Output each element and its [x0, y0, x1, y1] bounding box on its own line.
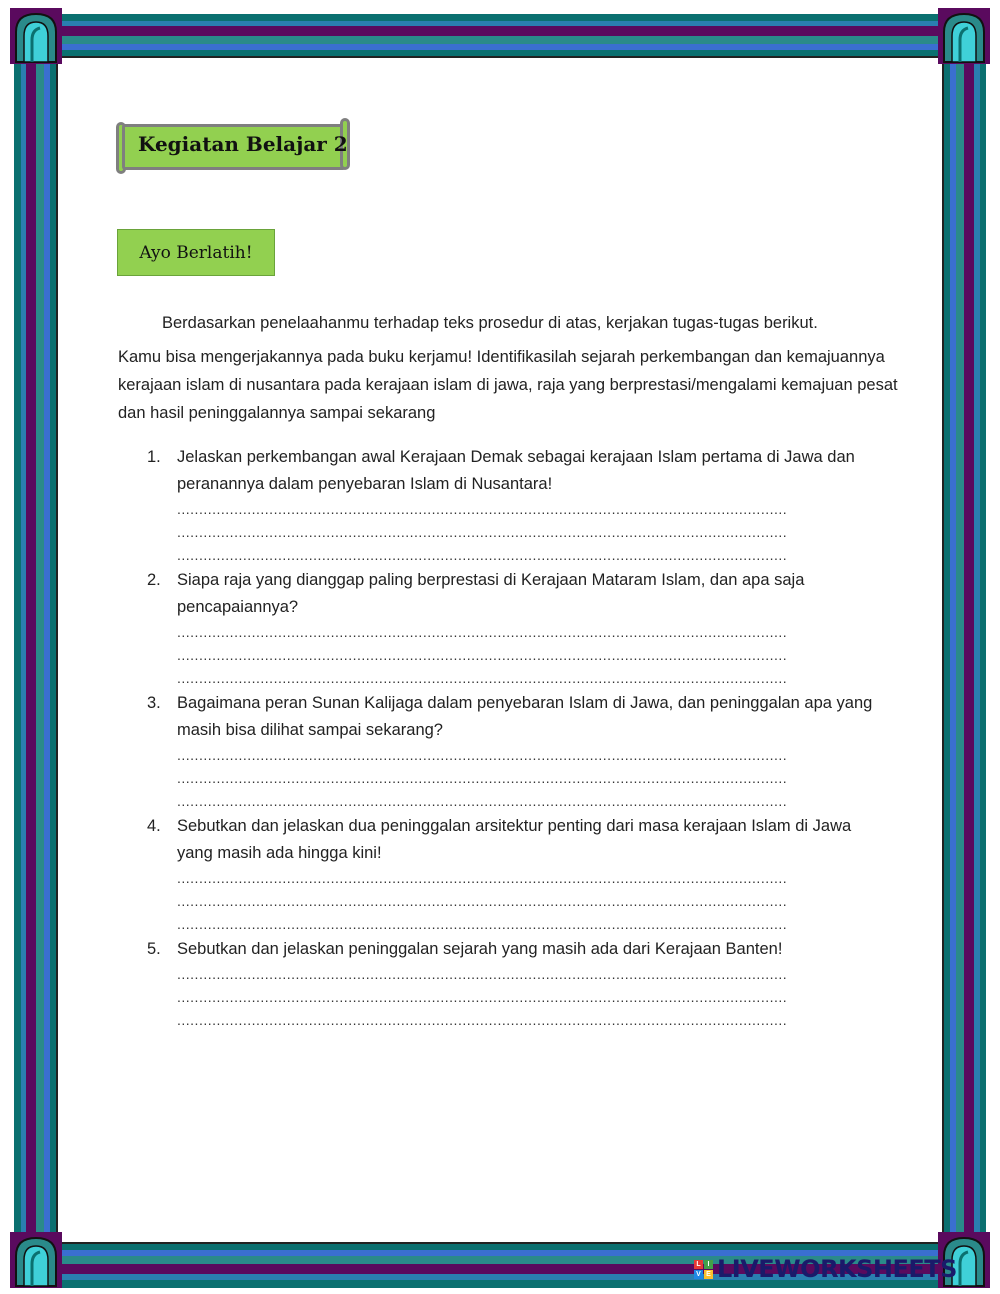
answer-line[interactable]: ........................................................................................................................................... — [177, 916, 788, 932]
liveworksheets-logo-icon: L I V E — [694, 1260, 713, 1279]
question-text: Jelaskan perkembangan awal Kerajaan Demak sebagai kerajaan Islam pertama di Jawa dan peranannya dalam penyebaran Islam di Nusantara! — [177, 448, 855, 493]
frame-corner-arch-icon — [10, 1232, 62, 1288]
answer-line[interactable]: ........................................................................................................................................... — [177, 547, 788, 563]
question-list — [147, 444, 887, 1032]
question-item — [147, 690, 887, 813]
answer-line[interactable]: ........................................................................................................................................... — [177, 793, 788, 809]
question-number: 5. — [147, 940, 161, 958]
question-number: 1. — [147, 448, 161, 466]
intro-paragraph-2: Kamu bisa mengerjakannya pada buku kerjamu! Identifikasilah sejarah perkembangan dan kemajuannya kerajaan islam di nusantara pada kerajaan islam di jawa, raja yang berprestasi/mengalami kemajuan pesat dan hasil peninggalannya sampai sekarang — [118, 348, 898, 422]
answer-line[interactable]: ........................................................................................................................................... — [177, 893, 788, 909]
question-text: Sebutkan dan jelaskan dua peninggalan arsitektur penting dari masa kerajaan Islam di Jawa yang masih ada hingga kini! — [177, 817, 852, 862]
liveworksheets-watermark — [694, 1256, 957, 1282]
answer-line[interactable]: ........................................................................................................................................... — [177, 989, 788, 1005]
question-number: 2. — [147, 571, 161, 589]
question-item — [147, 936, 887, 1032]
answer-line[interactable]: ........................................................................................................................................... — [177, 747, 788, 763]
frame-right-border — [940, 20, 986, 1282]
question-number: 4. — [147, 817, 161, 835]
answer-line[interactable]: ........................................................................................................................................... — [177, 524, 788, 540]
answer-line[interactable]: ........................................................................................................................................... — [177, 624, 788, 640]
answer-line[interactable]: ........................................................................................................................................... — [177, 770, 788, 786]
frame-corner-arch-icon — [938, 8, 990, 64]
question-item — [147, 813, 887, 936]
question-text: Siapa raja yang dianggap paling berprestasi di Kerajaan Mataram Islam, dan apa saja pencapaiannya? — [177, 571, 805, 616]
section-title: Kegiatan Belajar 2 — [138, 132, 348, 156]
answer-line[interactable]: ........................................................................................................................................... — [177, 870, 788, 886]
question-item — [147, 444, 887, 567]
answer-line[interactable]: ........................................................................................................................................... — [177, 647, 788, 663]
watermark-text: LIVEWORKSHEETS — [717, 1255, 957, 1283]
question-number: 3. — [147, 694, 161, 712]
section-heading-banner — [116, 118, 350, 176]
frame-corner-arch-icon — [10, 8, 62, 64]
frame-top-border — [20, 14, 980, 60]
answer-line[interactable]: ........................................................................................................................................... — [177, 1012, 788, 1028]
answer-line[interactable]: ........................................................................................................................................... — [177, 966, 788, 982]
question-text: Bagaimana peran Sunan Kalijaga dalam penyebaran Islam di Jawa, dan peninggalan apa yang masih bisa dilihat sampai sekarang? — [177, 694, 873, 739]
intro-paragraph-1: Berdasarkan penelaahanmu terhadap teks prosedur di atas, kerjakan tugas-tugas berikut. — [162, 314, 818, 332]
exercise-label: Ayo Berlatih! — [117, 229, 275, 276]
question-item — [147, 567, 887, 690]
frame-left-border — [14, 20, 60, 1282]
answer-line[interactable]: ........................................................................................................................................... — [177, 670, 788, 686]
question-text: Sebutkan dan jelaskan peninggalan sejarah yang masih ada dari Kerajaan Banten! — [177, 940, 783, 958]
answer-line[interactable]: ........................................................................................................................................... — [177, 501, 788, 517]
